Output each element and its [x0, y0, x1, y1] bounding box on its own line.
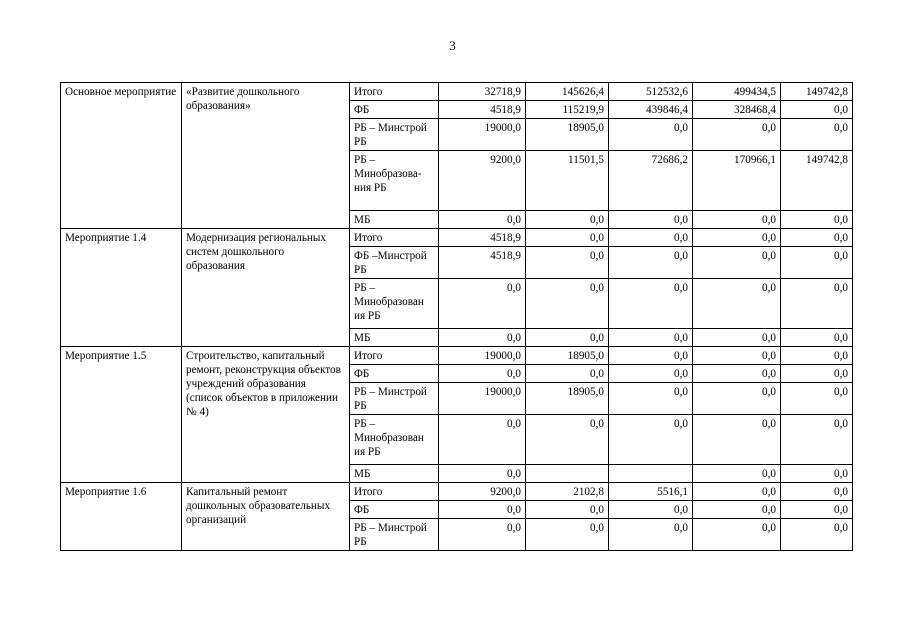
- table-row: [61, 483, 853, 501]
- funding-source: ФБ: [350, 365, 439, 383]
- amount-cell: 0,0: [609, 211, 693, 229]
- amount-cell: 115219,9: [526, 101, 609, 119]
- amount-cell: 0,0: [781, 279, 853, 329]
- funding-source: Итого: [350, 83, 439, 101]
- amount-cell: 0,0: [693, 347, 781, 365]
- amount-cell: 0,0: [693, 119, 781, 151]
- funding-source: Итого: [350, 229, 439, 247]
- amount-cell: 0,0: [439, 519, 526, 551]
- amount-cell: 0,0: [781, 101, 853, 119]
- funding-source: МБ: [350, 329, 439, 347]
- activity-label: Мероприятие 1.5: [61, 347, 182, 483]
- amount-cell: 0,0: [693, 247, 781, 279]
- funding-source: РБ – Минстрой РБ: [350, 519, 439, 551]
- amount-cell: 18905,0: [526, 383, 609, 415]
- amount-cell: 0,0: [609, 415, 693, 465]
- activity-label: Мероприятие 1.6: [61, 483, 182, 551]
- amount-cell: 0,0: [781, 247, 853, 279]
- amount-cell: 0,0: [439, 211, 526, 229]
- amount-cell: 0,0: [693, 501, 781, 519]
- funding-source: Итого: [350, 483, 439, 501]
- activity-label: Основное мероприятие: [61, 83, 182, 229]
- amount-cell: 0,0: [439, 365, 526, 383]
- amount-cell: 19000,0: [439, 119, 526, 151]
- amount-cell: 0,0: [609, 501, 693, 519]
- amount-cell: 0,0: [439, 501, 526, 519]
- amount-cell: 4518,9: [439, 101, 526, 119]
- amount-cell: 499434,5: [693, 83, 781, 101]
- table-row: [61, 347, 853, 365]
- amount-cell: 0,0: [781, 229, 853, 247]
- amount-cell: 0,0: [781, 465, 853, 483]
- amount-cell: 0,0: [693, 279, 781, 329]
- amount-cell: 18905,0: [526, 347, 609, 365]
- amount-cell: 0,0: [609, 119, 693, 151]
- amount-cell: 19000,0: [439, 347, 526, 365]
- amount-cell: 0,0: [526, 519, 609, 551]
- amount-cell: 72686,2: [609, 151, 693, 211]
- amount-cell: 2102,8: [526, 483, 609, 501]
- amount-cell: 0,0: [526, 279, 609, 329]
- amount-cell: 0,0: [781, 329, 853, 347]
- amount-cell: 512532,6: [609, 83, 693, 101]
- amount-cell: 0,0: [781, 119, 853, 151]
- amount-cell: 0,0: [609, 383, 693, 415]
- funding-source: ФБ –Минстрой РБ: [350, 247, 439, 279]
- funding-source: Итого: [350, 347, 439, 365]
- funding-source: РБ – Минстрой РБ: [350, 119, 439, 151]
- funding-source: ФБ: [350, 101, 439, 119]
- funding-source: РБ – Минобразован ия РБ: [350, 279, 439, 329]
- amount-cell: 0,0: [693, 465, 781, 483]
- amount-cell: 0,0: [609, 365, 693, 383]
- amount-cell: 0,0: [526, 501, 609, 519]
- funding-source: МБ: [350, 211, 439, 229]
- amount-cell: 0,0: [609, 247, 693, 279]
- amount-cell: 0,0: [781, 415, 853, 465]
- amount-cell: 0,0: [781, 347, 853, 365]
- activity-name: Модернизация региональных систем дошкольного образования: [182, 229, 350, 347]
- amount-cell: 0,0: [439, 465, 526, 483]
- activity-label: Мероприятие 1.4: [61, 229, 182, 347]
- funding-source: ФБ: [350, 501, 439, 519]
- amount-cell: 439846,4: [609, 101, 693, 119]
- amount-cell: 9200,0: [439, 151, 526, 211]
- funding-source: РБ – Минстрой РБ: [350, 383, 439, 415]
- amount-cell: 0,0: [781, 483, 853, 501]
- amount-cell: 0,0: [693, 365, 781, 383]
- table-row: [61, 83, 853, 101]
- funding-table-body: [61, 83, 853, 551]
- amount-cell: 32718,9: [439, 83, 526, 101]
- amount-cell: 0,0: [609, 279, 693, 329]
- amount-cell: 0,0: [693, 415, 781, 465]
- amount-cell: 145626,4: [526, 83, 609, 101]
- amount-cell: 18905,0: [526, 119, 609, 151]
- activity-name: Капитальный ремонт дошкольных образовательных организаций: [182, 483, 350, 551]
- amount-cell: 0,0: [526, 329, 609, 347]
- funding-source: РБ – Минобразован ия РБ: [350, 415, 439, 465]
- amount-cell: 0,0: [526, 415, 609, 465]
- amount-cell: 0,0: [781, 211, 853, 229]
- amount-cell: 9200,0: [439, 483, 526, 501]
- funding-source: МБ: [350, 465, 439, 483]
- funding-source: РБ – Минобразова-ния РБ: [350, 151, 439, 211]
- amount-cell: 0,0: [609, 347, 693, 365]
- activity-name: Строительство, капитальный ремонт, реконструкция объектов учреждений образования (список объектов в приложении № 4): [182, 347, 350, 483]
- amount-cell: 0,0: [526, 211, 609, 229]
- amount-cell: 0,0: [609, 329, 693, 347]
- funding-table: [60, 82, 853, 551]
- amount-cell: 11501,5: [526, 151, 609, 211]
- activity-name: «Развитие дошкольного образования»: [182, 83, 350, 229]
- amount-cell: 0,0: [609, 519, 693, 551]
- amount-cell: 19000,0: [439, 383, 526, 415]
- page-number: 3: [449, 38, 456, 53]
- amount-cell: 0,0: [439, 279, 526, 329]
- amount-cell: 0,0: [609, 229, 693, 247]
- amount-cell: 5516,1: [609, 483, 693, 501]
- amount-cell: 0,0: [693, 383, 781, 415]
- amount-cell: 4518,9: [439, 229, 526, 247]
- amount-cell: 0,0: [439, 329, 526, 347]
- amount-cell: 328468,4: [693, 101, 781, 119]
- amount-cell: 0,0: [781, 365, 853, 383]
- amount-cell: 0,0: [781, 501, 853, 519]
- amount-cell: 149742,8: [781, 83, 853, 101]
- amount-cell: 0,0: [439, 415, 526, 465]
- amount-cell: 0,0: [526, 365, 609, 383]
- amount-cell: [609, 465, 693, 483]
- amount-cell: 0,0: [693, 211, 781, 229]
- amount-cell: 149742,8: [781, 151, 853, 211]
- amount-cell: [526, 465, 609, 483]
- amount-cell: 4518,9: [439, 247, 526, 279]
- amount-cell: 0,0: [693, 329, 781, 347]
- amount-cell: 0,0: [781, 383, 853, 415]
- amount-cell: 0,0: [526, 229, 609, 247]
- table-row: [61, 229, 853, 247]
- amount-cell: 0,0: [781, 519, 853, 551]
- amount-cell: 170966,1: [693, 151, 781, 211]
- amount-cell: 0,0: [693, 229, 781, 247]
- amount-cell: 0,0: [526, 247, 609, 279]
- amount-cell: 0,0: [693, 483, 781, 501]
- amount-cell: 0,0: [693, 519, 781, 551]
